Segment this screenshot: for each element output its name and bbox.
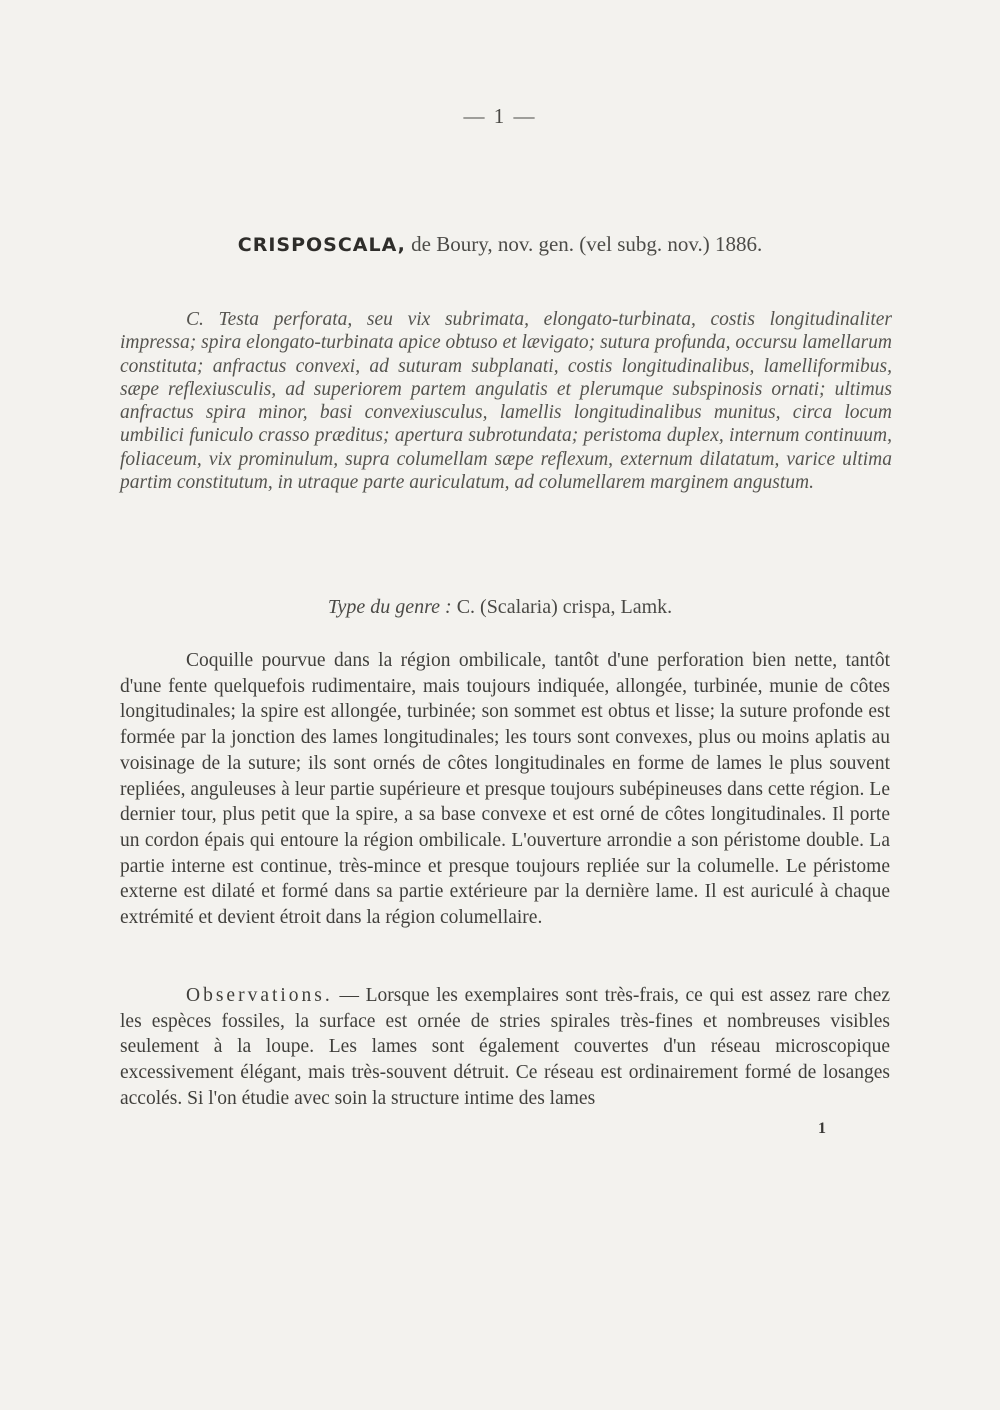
latin-description: C. Testa perforata, seu vix subrimata, elongato-turbinata, costis longitudinaliter impressa; spira elongato-turbinata apice obtuso et lævigato; sutura profunda, occursu lamellarum constituta; anfractus convexi, ad suturam subplanati, costis longitudinalibus, lamelliformibus, sæpe reflexiusculis, ad superiorem partem angulatis et plerumque subspinosis ornati; ultimus anfractus spira minor, basi convexiusculus, lamellis longitudinalibus munitus, circa locum umbilici funiculo crasso præditus; apertura subrotundata; peristoma duplex, internum continuum, foliaceum, vix prominulum, supra columellam sæpe reflexum, externum dilatatum, varice ultima partim constitutum, in utraque parte auriculatum, ad columellarem marginem angustum. <box>120 309 892 494</box>
type-du-genre-label: Type du genre : <box>327 596 452 618</box>
french-description: Coquille pourvue dans la région ombilicale, tantôt d'une perforation bien nette, tantôt d'une fente quelquefois rudimentaire, mais toujours indiquée, allongée, turbinée, munie de côtes longitudinales; la spire est allongée, turbinée; son sommet est obtus et lisse; la suture profonde est formée par la jonction des lames longitudinales; les tours sont convexes, plus ou moins aplatis au voisinage de la suture; ils sont ornés de côtes longitudinales en forme de lames le plus souvent repliées, anguleuses à leur partie supérieure et presque toujours subépineuses dans cette région. Le dernier tour, plus petit que la spire, a sa base convexe et est orné de côtes longitudinales. Il porte un cordon épais qui entoure la région ombilicale. L'ouverture arrondie a son péristome double. La partie interne est continue, très-mince et presque toujours repliée sur la columelle. Le péristome externe est dilaté et formé dans sa partie extérieure par la dernière lame. Il est auriculé à chaque extrémité et devient étroit dans la région columellaire. <box>120 650 890 929</box>
observations-paragraph <box>120 983 890 1112</box>
page-number-top: — 1 — <box>463 104 537 128</box>
type-du-genre <box>0 596 1000 619</box>
type-du-genre-value: C. (Scalaria) crispa, Lamk. <box>451 596 673 618</box>
observations-text: — Lorsque les exemplaires sont très-frais, ce qui est assez rare chez les espèces fossiles, la surface est ornée de stries spirales très-fines et nombreuses visibles seulement à la loupe. Les lames sont également couvertes d'un réseau microscopique excessivement élégant, mais très-souvent détruit. Ce réseau est ordinairement formé de losanges accolés. Si l'on étudie avec soin la structure intime des lames <box>120 985 890 1109</box>
genus-title <box>0 232 1000 257</box>
observations-label: Observations. <box>186 985 333 1006</box>
signature-mark: 1 <box>818 1120 826 1137</box>
genus-authority: de Boury, nov. gen. (vel subg. nov.) 1886. <box>405 232 763 256</box>
genus-name: CRISPOSCALA, <box>237 234 406 256</box>
